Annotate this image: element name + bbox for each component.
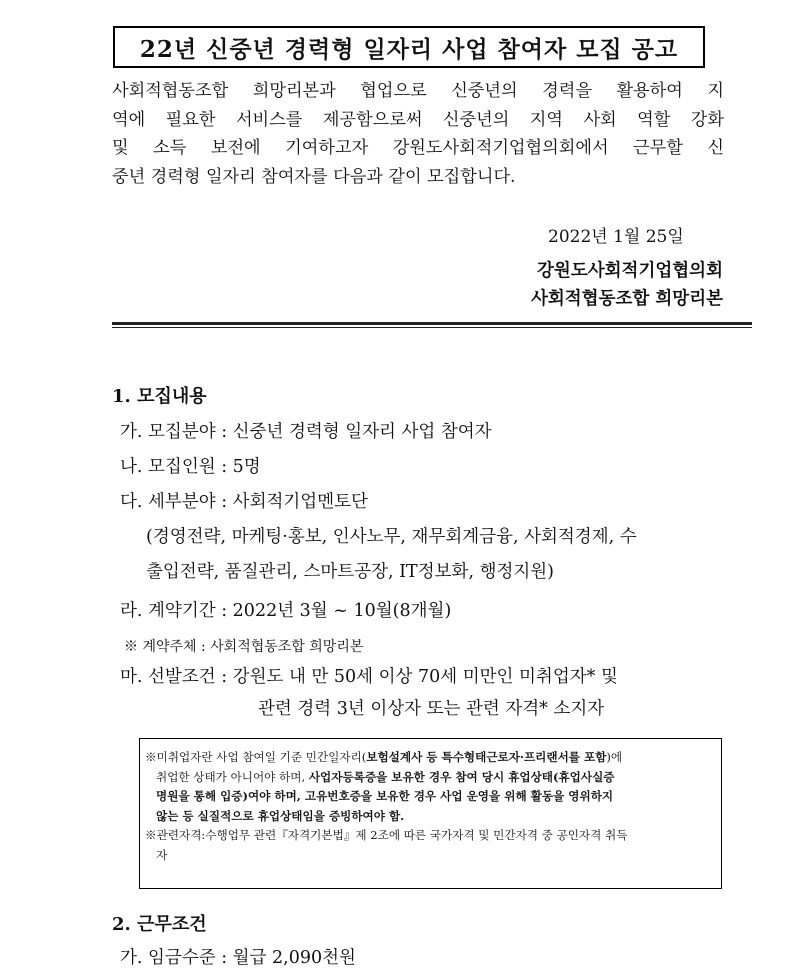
divider-thick [112,322,752,325]
contract-period: 라. 계약기간 : 2022년 3월 ~ 10월(8개월) [120,601,452,621]
footnote-line-1 [145,748,717,768]
footnote-line-1a: ※미취업자란 사업 참여일 기준 민간일자리( [145,750,367,764]
detail-field: 다. 세부분야 : 사회적기업멘토단 [120,492,368,512]
organization-2: 사회적협동조합 희망리본 [530,289,723,309]
detail-field-list-2: 출입전략, 품질관리, 스마트공장, IT정보화, 행정지원) [146,562,555,582]
contract-party-note: ※ 계약주체 : 사회적협동조합 희망리본 [124,639,364,655]
footnote-text [145,748,717,865]
footnote-line-6: 자 [156,847,168,862]
intro-line-2: 역에 필요한 서비스를 제공함으로써 신중년의 지역 사회 역할 강화 [112,109,724,130]
footnote-line-3 [145,787,717,807]
intro-line-3: 및 소득 보전에 기여하고자 강원도사회적기업협의회에서 근무할 신 [112,138,724,158]
footnote-line-1b: 보험설계사 등 특수형태근로자·프리랜서를 포함 [366,750,607,764]
divider-thin [112,327,752,328]
footnote-line-4 [145,807,717,827]
footnote-line-5: ※관련자격:수행업무 관련『자격기본법』제 2조에 따른 국가자격 및 민간자격 중 공인자격 취득 [145,828,628,842]
intro-paragraph [112,77,724,191]
recruit-count: 나. 모집인원 : 5명 [120,457,261,477]
wage-level: 가. 임금수준 : 월급 2,090천원 [120,948,356,968]
section-2-heading: 2. 근무조건 [112,914,207,935]
footnote-line-2 [145,768,717,788]
intro-line-4: 중년 경력형 일자리 참여자를 다음과 같이 모집합니다. [112,166,516,187]
section-1-heading: 1. 모집내용 [112,386,207,407]
recruit-field: 가. 모집분야 : 신중년 경력형 일자리 사업 참여자 [120,422,492,442]
footnote-line-2b: 사업자등록증을 보유한 경우 참여 당시 휴업상태(휴업사실증 [308,769,615,784]
selection-criteria-cont: 관련 경력 3년 이상자 또는 관련 자격* 소지자 [258,699,605,719]
announcement-date: 2022년 1월 25일 [548,227,684,247]
detail-field-list-1: (경영전략, 마케팅·홍보, 인사노무, 재무회계금융, 사회적경제, 수 [146,527,637,547]
notice-title: 22년 신중년 경력형 일자리 사업 참여자 모집 공고 [113,26,705,68]
footnote-line-4b: 않는 등 실질적으로 휴업상태임을 증빙하여야 함. [156,808,405,823]
organization-1: 강원도사회적기업협의회 [537,261,723,281]
selection-criteria: 마. 선발조건 : 강원도 내 만 50세 이상 70세 미만인 미취업자* 및 [120,667,618,687]
intro-line-1: 사회적협동조합 희망리본과 협업으로 신중년의 경력을 활용하여 지 [112,81,724,101]
footnote-line-1c: )에 [606,750,623,764]
footnote-line-3b: 명원을 통해 입증)여야 하며, 고유번호증을 보유한 경우 사업 운영을 위해 활동을 영위하지 [156,789,614,803]
footnote-line-2a: 취업한 상태가 아니어야 하며, [156,769,309,784]
